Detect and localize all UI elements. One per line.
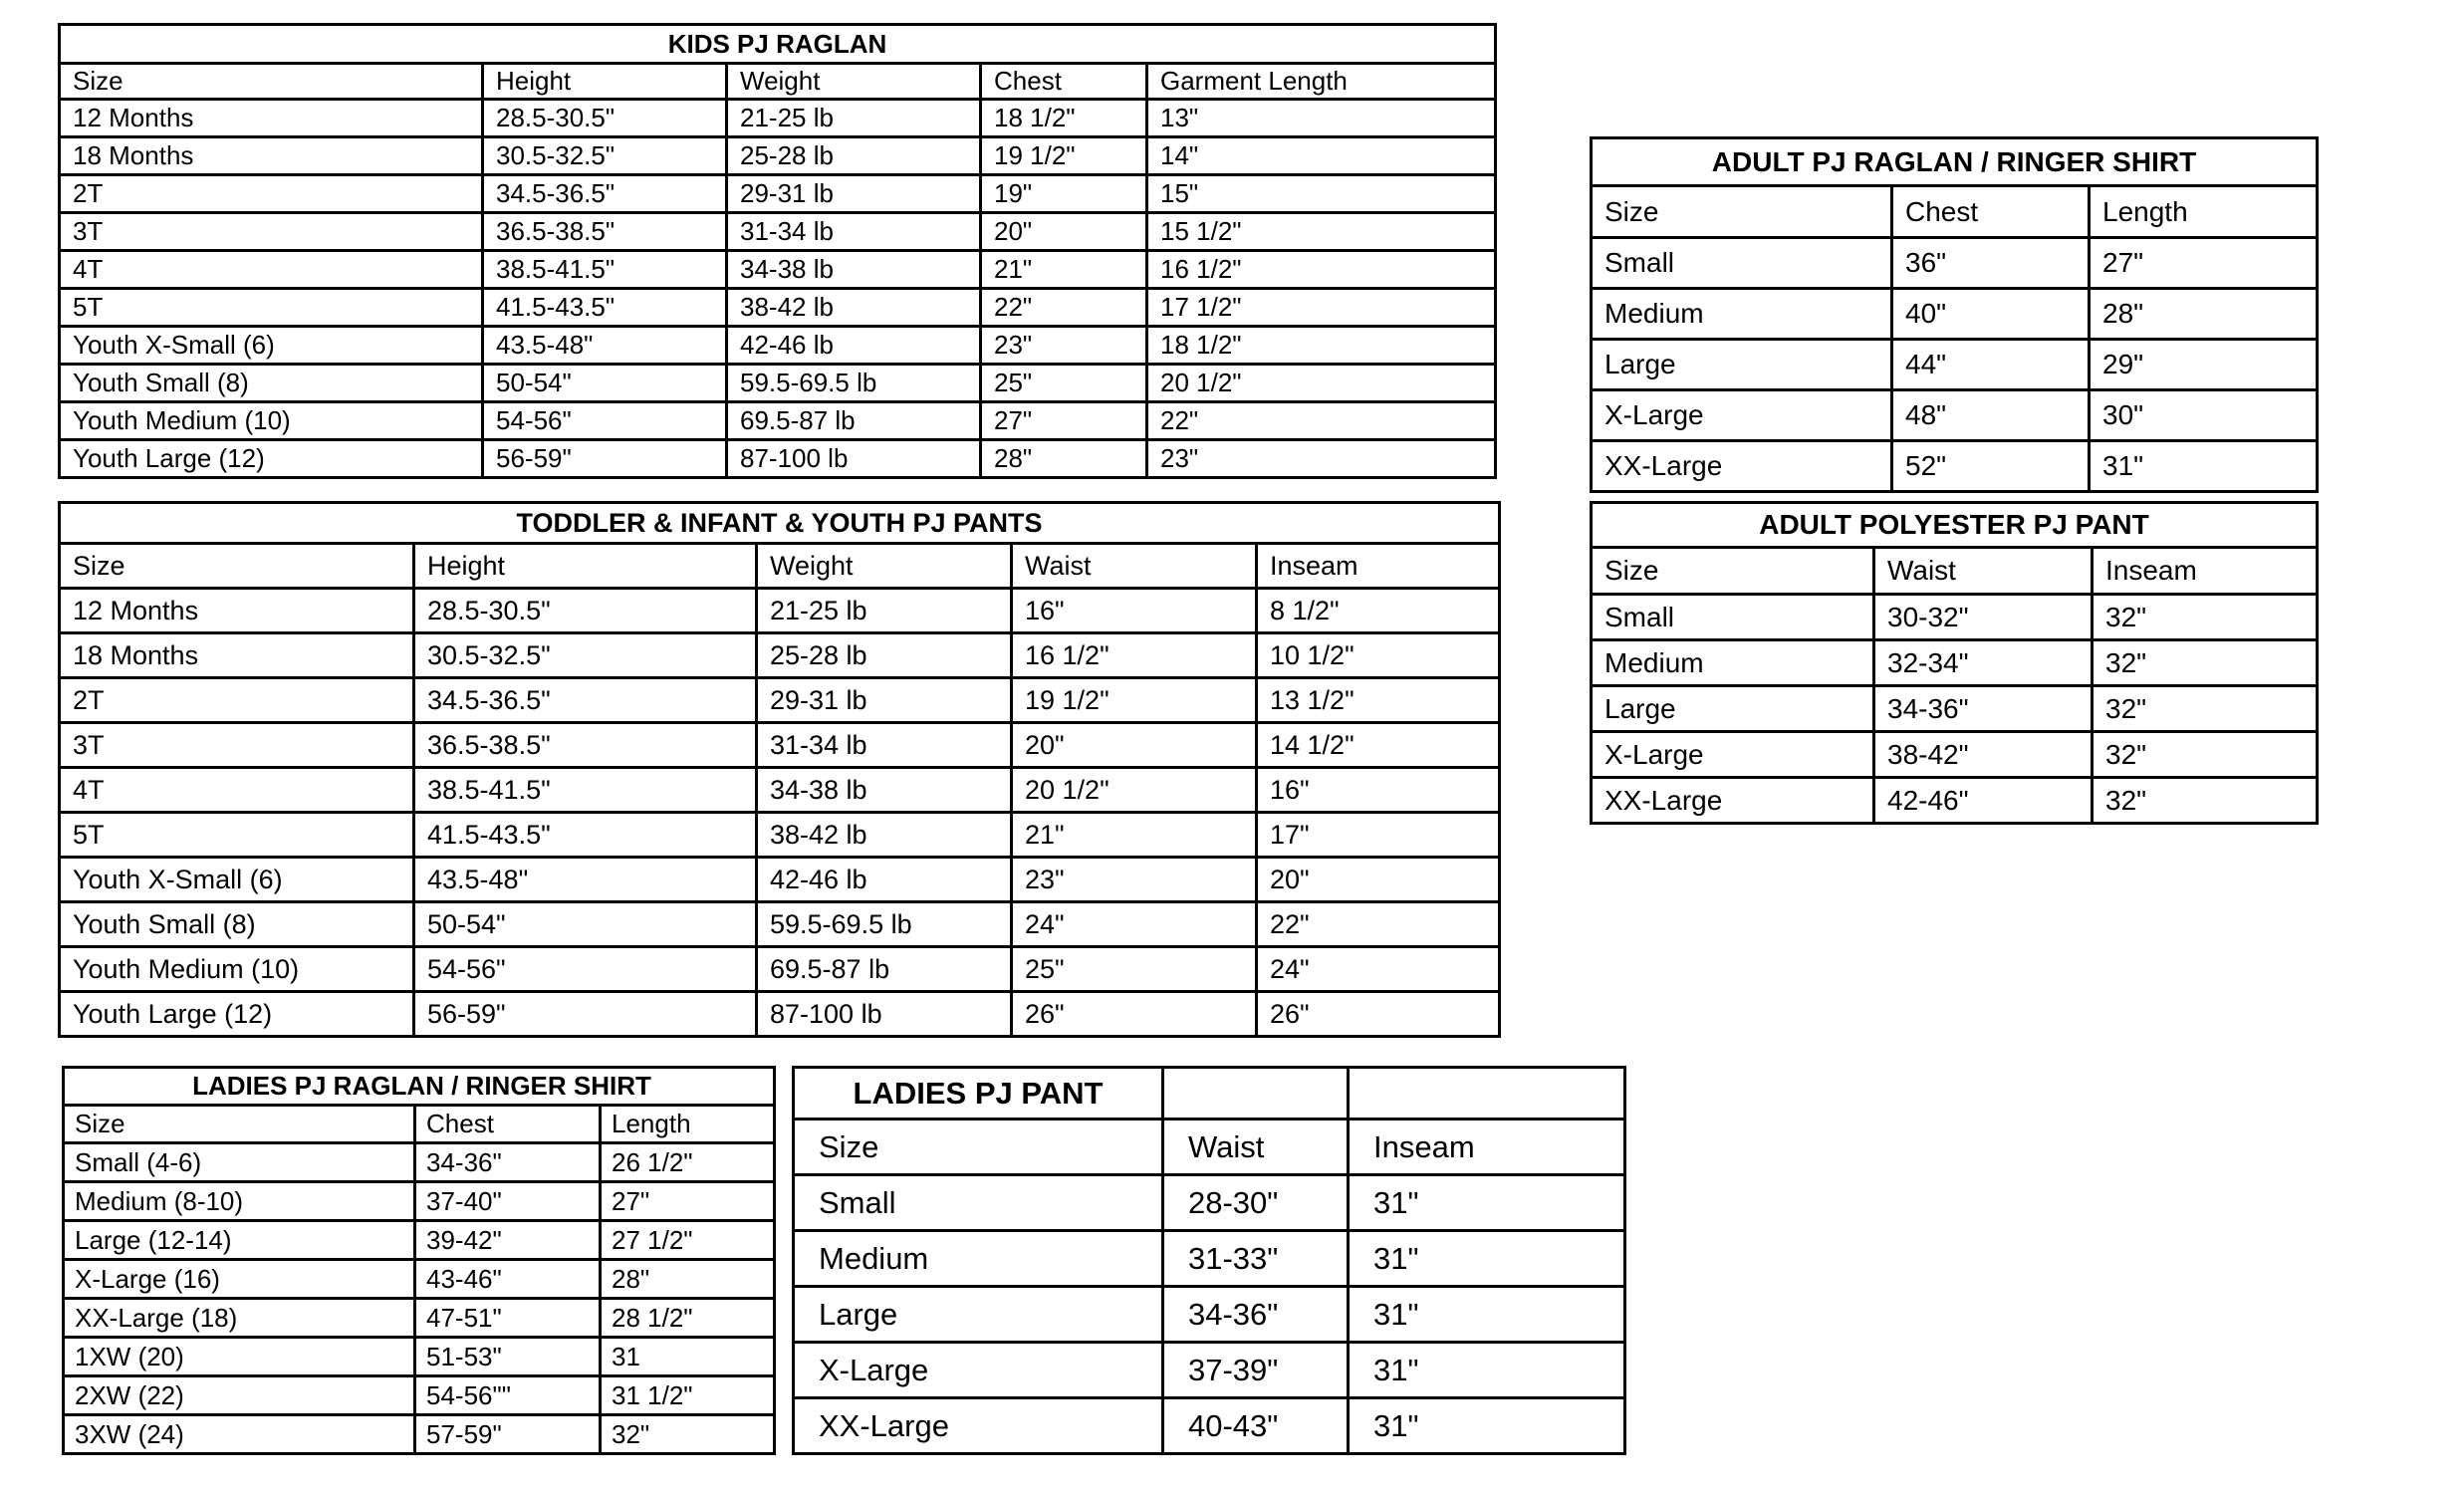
table-cell: 34-36" [1163, 1287, 1349, 1343]
table-cell: 41.5-43.5" [414, 813, 757, 858]
table-row [60, 813, 1500, 858]
table-cell: Large [794, 1287, 1163, 1343]
table-cell: 16" [1012, 589, 1257, 633]
table-cell: 13 1/2" [1257, 678, 1500, 723]
table-cell: 21" [981, 251, 1147, 289]
table-row [64, 1299, 775, 1338]
table-cell: 34-36" [1874, 686, 2093, 732]
table-row [60, 858, 1500, 902]
table-row [60, 440, 1496, 478]
table-title-row [1592, 138, 2318, 186]
table-row [64, 1221, 775, 1260]
table-cell: 31-34 lb [757, 723, 1012, 768]
table-cell: 32" [2093, 686, 2318, 732]
table-cell: 38.5-41.5" [414, 768, 757, 813]
table-row [64, 1376, 775, 1415]
table-cell: 17 1/2" [1147, 289, 1496, 327]
table-cell: 12 Months [60, 589, 414, 633]
table-row [60, 175, 1496, 213]
table-cell: Large (12-14) [64, 1221, 415, 1260]
table-row [60, 723, 1500, 768]
table-cell: 32" [2093, 732, 2318, 778]
table-cell: 30.5-32.5" [414, 633, 757, 678]
table-cell: Small [1592, 238, 1892, 289]
table-cell: 20 1/2" [1012, 768, 1257, 813]
table-cell: Youth Small (8) [60, 902, 414, 947]
table-cell: 29" [2090, 340, 2318, 390]
table-cell: Medium [1592, 289, 1892, 340]
table-cell: 28" [2090, 289, 2318, 340]
table-header-row [1592, 186, 2318, 238]
table-cell: 28 1/2" [601, 1299, 775, 1338]
table-cell: 14" [1147, 137, 1496, 175]
ladies-pj-raglan-size-table [62, 1066, 776, 1455]
table-row [60, 213, 1496, 251]
column-header: Waist [1163, 1120, 1349, 1175]
table-cell: 87-100 lb [757, 992, 1012, 1037]
table-cell: 23" [1147, 440, 1496, 478]
table-cell: X-Large (16) [64, 1260, 415, 1299]
table-row [60, 992, 1500, 1037]
table-cell: 34-38 lb [757, 768, 1012, 813]
table-cell: 32" [2093, 778, 2318, 824]
table-cell: 59.5-69.5 lb [727, 365, 981, 402]
table-cell: 3T [60, 723, 414, 768]
table-cell: 34-36" [415, 1143, 601, 1182]
table-row [1592, 778, 2318, 824]
table-cell: 26 1/2" [601, 1143, 775, 1182]
table-cell: 19 1/2" [1012, 678, 1257, 723]
table-cell: 32-34" [1874, 640, 2093, 686]
table-cell: 20 1/2" [1147, 365, 1496, 402]
column-header: Chest [1892, 186, 2090, 238]
table-cell: 31 1/2" [601, 1376, 775, 1415]
table-row [60, 589, 1500, 633]
table-cell: 3T [60, 213, 483, 251]
column-header: Waist [1874, 548, 2093, 595]
table-title-row [794, 1068, 1625, 1120]
table-cell: 36.5-38.5" [414, 723, 757, 768]
table-row [1592, 686, 2318, 732]
table-cell: 38.5-41.5" [483, 251, 727, 289]
table-cell: Youth Small (8) [60, 365, 483, 402]
table-row [60, 678, 1500, 723]
table-cell: 31-33" [1163, 1231, 1349, 1287]
table-cell: 18 1/2" [1147, 327, 1496, 365]
table-row [1592, 441, 2318, 492]
table-cell: 28" [601, 1260, 775, 1299]
table-cell: 17" [1257, 813, 1500, 858]
table-cell: 51-53" [415, 1338, 601, 1376]
table-cell: 31" [1349, 1175, 1625, 1231]
table-row [60, 327, 1496, 365]
table-cell: 25-28 lb [727, 137, 981, 175]
table-cell: 21" [1012, 813, 1257, 858]
table-cell: 59.5-69.5 lb [757, 902, 1012, 947]
column-header: Size [794, 1120, 1163, 1175]
table-cell: 10 1/2" [1257, 633, 1500, 678]
column-header: Size [60, 544, 414, 589]
table-title-row [1592, 503, 2318, 548]
table-cell: 4T [60, 768, 414, 813]
table-cell: 20" [981, 213, 1147, 251]
table-cell: 25" [1012, 947, 1257, 992]
table-cell: 29-31 lb [727, 175, 981, 213]
column-header: Length [601, 1106, 775, 1143]
table-cell: 54-56" [483, 402, 727, 440]
table-cell: 30-32" [1874, 595, 2093, 640]
table-cell: 42-46 lb [727, 327, 981, 365]
table-cell: 25-28 lb [757, 633, 1012, 678]
empty-cell [1349, 1068, 1625, 1120]
table-cell: 21-25 lb [727, 100, 981, 137]
table-cell: 40" [1892, 289, 2090, 340]
column-header: Size [60, 64, 483, 100]
table-cell: 5T [60, 289, 483, 327]
table-row [64, 1260, 775, 1299]
table-cell: 27" [601, 1182, 775, 1221]
table-row [794, 1175, 1625, 1231]
table-cell: 38-42" [1874, 732, 2093, 778]
table-cell: 18 1/2" [981, 100, 1147, 137]
column-header: Chest [415, 1106, 601, 1143]
column-header: Size [1592, 186, 1892, 238]
table-cell: 16" [1257, 768, 1500, 813]
table-cell: 28" [981, 440, 1147, 478]
table-cell: 30.5-32.5" [483, 137, 727, 175]
table-cell: 18 Months [60, 137, 483, 175]
table-cell: XX-Large [794, 1398, 1163, 1454]
table-cell: 56-59" [414, 992, 757, 1037]
table-cell: Youth Large (12) [60, 992, 414, 1037]
table-cell: 43.5-48" [414, 858, 757, 902]
table-cell: 26" [1012, 992, 1257, 1037]
table-row [1592, 340, 2318, 390]
kids-pj-raglan-size-table [58, 23, 1497, 479]
table-cell: 22" [981, 289, 1147, 327]
table-cell: 19" [981, 175, 1147, 213]
table-cell: 24" [1012, 902, 1257, 947]
table-cell: 18 Months [60, 633, 414, 678]
table-row [60, 289, 1496, 327]
table-cell: 42-46" [1874, 778, 2093, 824]
table-cell: 1XW (20) [64, 1338, 415, 1376]
table-row [64, 1338, 775, 1376]
table-cell: 32" [2093, 595, 2318, 640]
table-cell: 69.5-87 lb [757, 947, 1012, 992]
table-cell: 42-46 lb [757, 858, 1012, 902]
table-title-row [64, 1068, 775, 1106]
table-row [1592, 238, 2318, 289]
table-row [60, 365, 1496, 402]
table-row [794, 1287, 1625, 1343]
table-cell: 44" [1892, 340, 2090, 390]
table-row [794, 1343, 1625, 1398]
table-cell: Large [1592, 686, 1874, 732]
table-cell: Medium [1592, 640, 1874, 686]
table-cell: 36.5-38.5" [483, 213, 727, 251]
table-cell: XX-Large [1592, 441, 1892, 492]
table-cell: 12 Months [60, 100, 483, 137]
table-cell: 16 1/2" [1147, 251, 1496, 289]
table-row [60, 902, 1500, 947]
table-cell: 22" [1147, 402, 1496, 440]
table-cell: Medium [794, 1231, 1163, 1287]
table-cell: 32" [2093, 640, 2318, 686]
table-header-row [60, 544, 1500, 589]
table-cell: 3XW (24) [64, 1415, 415, 1454]
adult-polyester-pj-pant-size-table [1590, 501, 2319, 825]
table-row [64, 1415, 775, 1454]
table-title: ADULT POLYESTER PJ PANT [1592, 503, 2318, 548]
table-cell: 43.5-48" [483, 327, 727, 365]
table-cell: 15 1/2" [1147, 213, 1496, 251]
table-cell: 87-100 lb [727, 440, 981, 478]
table-row [1592, 595, 2318, 640]
table-cell: 15" [1147, 175, 1496, 213]
table-title: ADULT PJ RAGLAN / RINGER SHIRT [1592, 138, 2318, 186]
table-row [794, 1231, 1625, 1287]
table-cell: Youth Medium (10) [60, 947, 414, 992]
table-cell: 20" [1257, 858, 1500, 902]
table-cell: 31" [1349, 1231, 1625, 1287]
table-cell: 25" [981, 365, 1147, 402]
table-cell: Medium (8-10) [64, 1182, 415, 1221]
table-cell: 36" [1892, 238, 2090, 289]
table-row [64, 1182, 775, 1221]
table-title: LADIES PJ RAGLAN / RINGER SHIRT [64, 1068, 775, 1106]
table-cell: 24" [1257, 947, 1500, 992]
table-cell: 22" [1257, 902, 1500, 947]
table-cell: 28-30" [1163, 1175, 1349, 1231]
table-cell: 5T [60, 813, 414, 858]
table-cell: 43-46" [415, 1260, 601, 1299]
table-header-row [794, 1120, 1625, 1175]
table-cell: 28.5-30.5" [414, 589, 757, 633]
ladies-pj-pant-size-table [792, 1066, 1626, 1455]
table-title: KIDS PJ RAGLAN [60, 25, 1496, 64]
table-cell: 50-54" [414, 902, 757, 947]
table-cell: 57-59" [415, 1415, 601, 1454]
table-title-row [60, 25, 1496, 64]
column-header: Inseam [1257, 544, 1500, 589]
table-cell: 50-54" [483, 365, 727, 402]
table-row [60, 251, 1496, 289]
table-title: TODDLER & INFANT & YOUTH PJ PANTS [60, 503, 1500, 544]
table-cell: 2T [60, 175, 483, 213]
table-cell: 2T [60, 678, 414, 723]
table-cell: 27 1/2" [601, 1221, 775, 1260]
table-cell: Youth Large (12) [60, 440, 483, 478]
table-cell: 38-42 lb [727, 289, 981, 327]
table-cell: 48" [1892, 390, 2090, 441]
table-cell: 29-31 lb [757, 678, 1012, 723]
table-cell: 32" [601, 1415, 775, 1454]
adult-pj-raglan-size-table [1590, 136, 2319, 493]
table-row [64, 1143, 775, 1182]
table-cell: 52" [1892, 441, 2090, 492]
table-row [1592, 390, 2318, 441]
table-cell: 39-42" [415, 1221, 601, 1260]
table-row [1592, 640, 2318, 686]
table-cell: XX-Large [1592, 778, 1874, 824]
column-header: Chest [981, 64, 1147, 100]
table-cell: 31-34 lb [727, 213, 981, 251]
table-cell: Youth X-Small (6) [60, 327, 483, 365]
table-cell: X-Large [1592, 390, 1892, 441]
table-row [794, 1398, 1625, 1454]
table-cell: Small (4-6) [64, 1143, 415, 1182]
column-header: Length [2090, 186, 2318, 238]
table-cell: 20" [1012, 723, 1257, 768]
table-cell: Youth Medium (10) [60, 402, 483, 440]
table-cell: 27" [981, 402, 1147, 440]
table-row [60, 100, 1496, 137]
column-header: Size [1592, 548, 1874, 595]
table-cell: 34.5-36.5" [414, 678, 757, 723]
table-cell: 56-59" [483, 440, 727, 478]
table-cell: Small [1592, 595, 1874, 640]
table-row [60, 947, 1500, 992]
table-cell: Small [794, 1175, 1163, 1231]
table-cell: X-Large [794, 1343, 1163, 1398]
column-header: Inseam [1349, 1120, 1625, 1175]
table-header-row [60, 64, 1496, 100]
column-header: Size [64, 1106, 415, 1143]
table-header-row [1592, 548, 2318, 595]
table-cell: 28.5-30.5" [483, 100, 727, 137]
table-cell: 41.5-43.5" [483, 289, 727, 327]
table-cell: 23" [1012, 858, 1257, 902]
table-cell: 16 1/2" [1012, 633, 1257, 678]
table-cell: Large [1592, 340, 1892, 390]
table-cell: 31" [2090, 441, 2318, 492]
table-row [60, 137, 1496, 175]
table-cell: 69.5-87 lb [727, 402, 981, 440]
table-title: LADIES PJ PANT [794, 1068, 1163, 1120]
table-cell: 38-42 lb [757, 813, 1012, 858]
table-row [60, 768, 1500, 813]
table-cell: 54-56" [414, 947, 757, 992]
column-header: Waist [1012, 544, 1257, 589]
table-cell: 19 1/2" [981, 137, 1147, 175]
column-header: Weight [727, 64, 981, 100]
table-cell: X-Large [1592, 732, 1874, 778]
table-cell: 13" [1147, 100, 1496, 137]
table-cell: Youth X-Small (6) [60, 858, 414, 902]
table-cell: 40-43" [1163, 1398, 1349, 1454]
table-header-row [64, 1106, 775, 1143]
table-row [1592, 289, 2318, 340]
table-cell: XX-Large (18) [64, 1299, 415, 1338]
toddler-infant-youth-pj-pants-size-table [58, 501, 1501, 1038]
table-cell: 31" [1349, 1398, 1625, 1454]
table-cell: 34.5-36.5" [483, 175, 727, 213]
table-cell: 30" [2090, 390, 2318, 441]
table-cell: 14 1/2" [1257, 723, 1500, 768]
table-cell: 34-38 lb [727, 251, 981, 289]
column-header: Inseam [2093, 548, 2318, 595]
column-header: Height [414, 544, 757, 589]
table-cell: 37-40" [415, 1182, 601, 1221]
table-cell: 2XW (22) [64, 1376, 415, 1415]
empty-cell [1163, 1068, 1349, 1120]
table-row [1592, 732, 2318, 778]
table-title-row [60, 503, 1500, 544]
table-cell: 37-39" [1163, 1343, 1349, 1398]
table-cell: 31" [1349, 1287, 1625, 1343]
table-cell: 31" [1349, 1343, 1625, 1398]
table-cell: 23" [981, 327, 1147, 365]
table-cell: 8 1/2" [1257, 589, 1500, 633]
table-cell: 21-25 lb [757, 589, 1012, 633]
table-row [60, 633, 1500, 678]
column-header: Height [483, 64, 727, 100]
table-cell: 27" [2090, 238, 2318, 289]
column-header: Weight [757, 544, 1012, 589]
table-cell: 54-56"" [415, 1376, 601, 1415]
table-cell: 4T [60, 251, 483, 289]
table-cell: 47-51" [415, 1299, 601, 1338]
table-cell: 31 [601, 1338, 775, 1376]
table-row [60, 402, 1496, 440]
column-header: Garment Length [1147, 64, 1496, 100]
table-cell: 26" [1257, 992, 1500, 1037]
